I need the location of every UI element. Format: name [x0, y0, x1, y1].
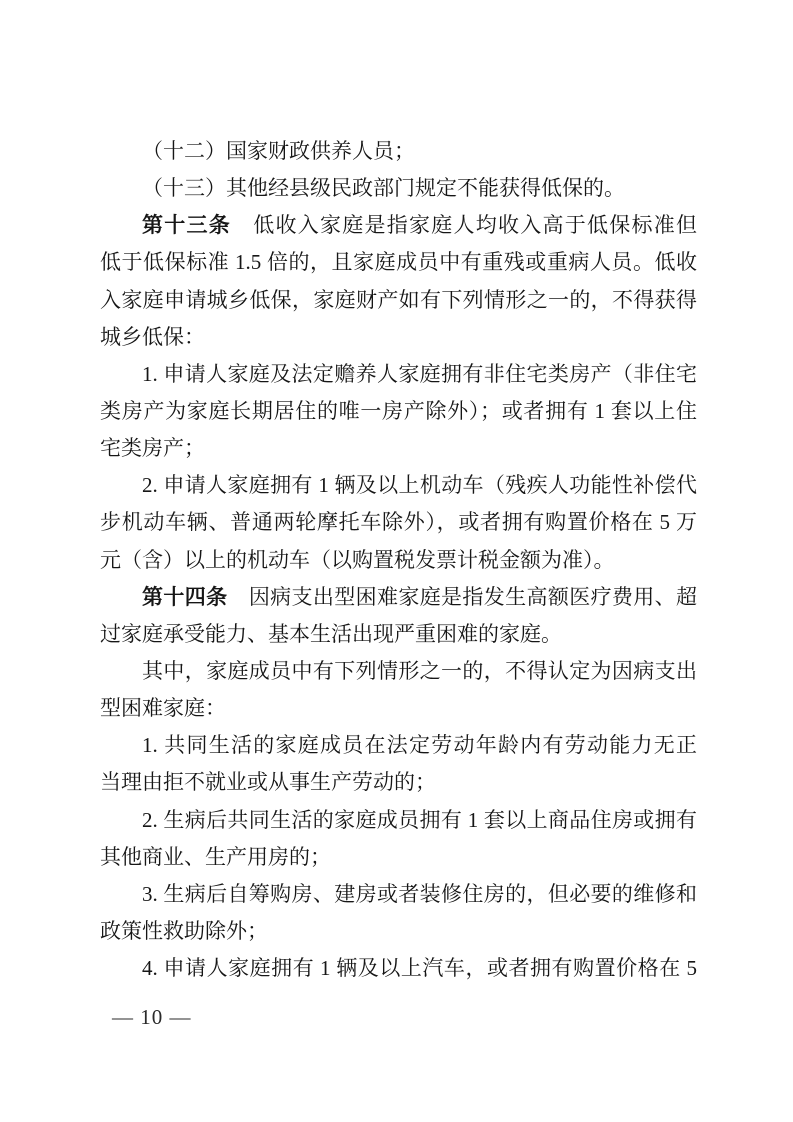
text-line	[100, 839, 697, 876]
text-segment: 政策性救助除外；	[100, 918, 268, 943]
text-line	[100, 876, 697, 913]
text-segment: 其他商业、生产用房的；	[100, 844, 331, 869]
text-segment: 1. 申请人家庭及法定赡养人家庭拥有非住宅类房产（非住宅	[142, 361, 697, 386]
article-number-heading: 第十四条	[142, 585, 228, 609]
text-line	[100, 653, 697, 690]
page-number: — 10 —	[112, 1005, 192, 1029]
text-segment: 入家庭申请城乡低保，家庭财产如有下列情形之一的，不得获得	[100, 287, 697, 312]
text-segment: 当理由拒不就业或从事生产劳动的；	[100, 770, 436, 795]
text-line	[100, 913, 697, 950]
text-segment: 步机动车辆、普通两轮摩托车除外），或者拥有购置价格在 5 万	[100, 510, 697, 535]
text-line	[100, 133, 697, 170]
text-line	[100, 319, 697, 356]
text-line	[100, 170, 697, 207]
text-segment: 2. 生病后共同生活的家庭成员拥有 1 套以上商品住房或拥有	[142, 807, 697, 832]
text-line	[100, 616, 697, 653]
text-line	[100, 579, 697, 616]
text-segment: 低于低保标准 1.5 倍的，且家庭成员中有重残或重病人员。低收	[100, 250, 697, 275]
text-line	[100, 467, 697, 504]
text-line	[100, 764, 697, 801]
text-line	[100, 430, 697, 467]
text-line	[100, 950, 697, 987]
text-line	[100, 207, 697, 244]
text-segment: 元（含）以上的机动车（以购置税发票计税金额为准）。	[100, 547, 615, 572]
text-segment: 4. 申请人家庭拥有 1 辆及以上汽车，或者拥有购置价格在 5	[142, 956, 697, 981]
text-segment: 类房产为家庭长期居住的唯一房产除外）；或者拥有 1 套以上住	[100, 398, 697, 423]
text-line	[100, 393, 697, 430]
text-segment: 3. 生病后自筹购房、建房或者装修住房的，但必要的维修和	[142, 881, 697, 906]
text-line	[100, 244, 697, 281]
text-segment: （十二）国家财政供养人员；	[142, 139, 415, 163]
text-line	[100, 542, 697, 579]
text-line	[100, 356, 697, 393]
text-line	[100, 690, 697, 727]
text-segment: 过家庭承受能力、基本生活出现严重困难的家庭。	[100, 621, 562, 646]
text-segment: 其中，家庭成员中有下列情形之一的，不得认定为因病支出	[142, 658, 697, 683]
text-line	[100, 504, 697, 541]
text-line	[100, 802, 697, 839]
article-number-heading: 第十三条	[142, 214, 231, 238]
text-segment: 城乡低保：	[100, 324, 205, 349]
text-segment: 2. 申请人家庭拥有 1 辆及以上机动车（残疾人功能性补偿代	[142, 473, 697, 498]
text-segment: 宅类房产；	[100, 436, 205, 461]
text-segment: （十三）其他经县级民政部门规定不能获得低保的。	[142, 176, 625, 201]
text-segment: 型困难家庭：	[100, 696, 226, 721]
text-segment: 因病支出型困难家庭是指发生高额医疗费用、超	[227, 584, 698, 609]
text-segment: 1. 共同生活的家庭成员在法定劳动年龄内有劳动能力无正	[142, 733, 697, 758]
text-line	[100, 727, 697, 764]
text-segment: 低收入家庭是指家庭人均收入高于低保标准但	[231, 213, 697, 238]
text-line	[100, 282, 697, 319]
document-body	[100, 133, 697, 987]
